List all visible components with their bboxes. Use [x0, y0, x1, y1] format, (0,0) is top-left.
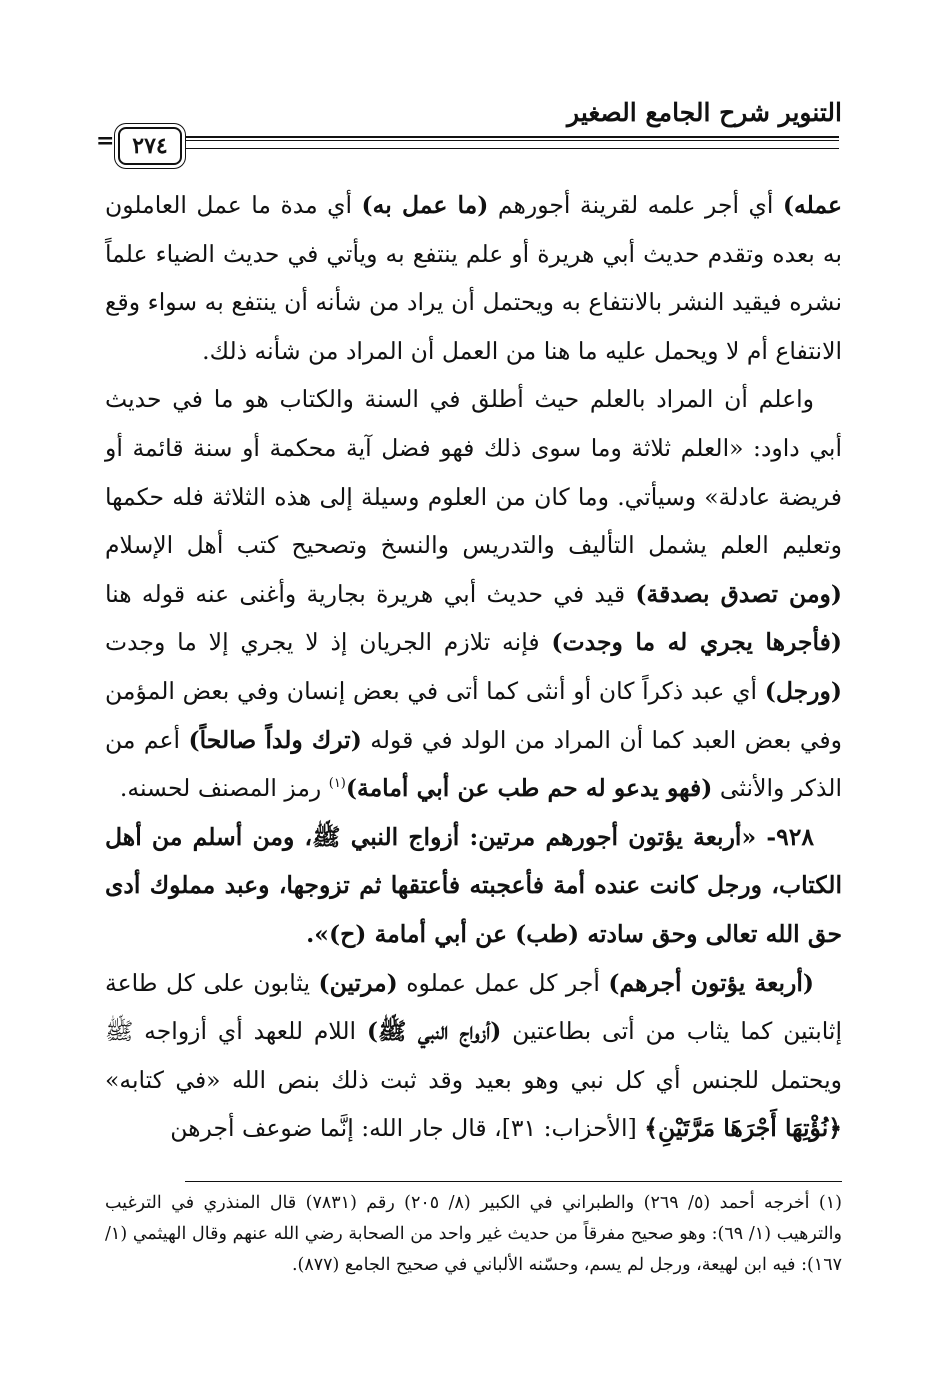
header-rule [128, 136, 839, 138]
text-run: يثابون على كل طاعة إثابتين كما يثاب من أتى بطاعتين [105, 968, 843, 1046]
text-run: رمز المصنف لحسنه. [119, 774, 329, 803]
bold-phrase: (فأجرها يجري له ما وجدت) [551, 628, 842, 657]
hadith-text: ٩٢٨- «أربعة يؤتون أجورهم مرتين: أزواج النبي ﷺ، ومن أسلم من أهل الكتاب، ورجل كانت عنده أمة فأعجبته فأعتقها ثم تزوجها، وعبد مملوك أدى حق الله تعالى وحق سادته (طب) عن أبي أمامة (ح)». [105, 822, 842, 948]
bold-phrase: (ما عمل به) [361, 191, 489, 219]
bold-phrase: (ترك ولداً صالحاً) [188, 725, 362, 754]
paragraph-1 [105, 181, 842, 375]
bold-phrase: (مرتين) [318, 968, 398, 997]
bold-phrase: (فهو يدعو له حم طب عن أبي أمامة) [345, 774, 713, 803]
bold-phrase: (ومن تصدق بصدقة) [635, 579, 842, 608]
footnote-1: (١) أخرجه أحمد (٥/ ٢٦٩) والطبراني في الكبير (٨/ ٢٠٥) رقم (٧٨٣١) قال المنذري في الترغيب والترهيب (١/ ٦٩): وهو صحيح مفرقاً من حديث غير واحد من الصحابة رضي الله عنهم وقال الهيثمي (١/ ١٦٧): فيه ابن لهيعة، ورجل لم يسم، وحسّنه الألباني في صحيح الجامع (٨٧٧). [105, 1193, 842, 1275]
text-run: فإنه تلازم الجريان إذ لا يجري إلا ما وجدت [105, 628, 552, 657]
paragraph-4 [105, 959, 842, 1153]
footnotes [105, 1188, 842, 1281]
text-run: واعلم أن المراد بالعلم حيث أطلق في السنة والكتاب هو ما في حديث أبي داود: «العلم ثلاثة وما سوى ذلك فهو فضل آية محكمة أو سنة قائمة أو فريضة عادلة» وسيأتي. وما كان من العلوم وسيلة إلى هذه الثلاثة فله حكمها وتعليم العلم يشمل التأليف والتدريس والنسخ وتصحيح كتب أهل الإسلام [105, 385, 842, 560]
footnote-marker: (١) [328, 776, 346, 792]
text-run: قيد في حديث أبي هريرة بجارية وأغنى عنه قوله هنا [105, 579, 636, 608]
page-number: ٢٧٤ [118, 127, 182, 165]
text-run: أي أجر علمه لقرينة أجورهم [488, 191, 783, 219]
bold-phrase: (أزواج النبي ﷺ) [366, 1017, 502, 1046]
text-run: اللام للعهد أي أزواجه ﷺ ويحتمل للجنس أي كل نبي وهو بعيد وقد ثبت ذلك بنص الله «في كتابه» [105, 1017, 842, 1094]
bold-phrase: (أربعة يؤتون أجرهم) [608, 968, 814, 997]
bold-phrase: (ورجل) [764, 676, 842, 705]
hadith-928 [105, 813, 842, 959]
text-run: أي عبد ذكراً كان أو أنثى كما أتى في بعض إنسان وفي بعض المؤمن وفي بعض العبد كما أن المراد من الولد في قوله [105, 676, 842, 754]
header-rule-thin [128, 140, 839, 141]
running-title: التنوير شرح الجامع الصغير [567, 98, 842, 127]
main-text [105, 181, 842, 1153]
quran-verse: ﴿نُؤْتِهَا أَجْرَهَا مَرَّتَيْنِ﴾ [644, 1114, 842, 1143]
text-run: أي مدة ما عمل العاملون به بعده وتقدم حديث أبي هريرة أو علم ينتفع به ويأتي في حديث الضياء علماً نشره فيقيد النشر بالانتفاع به ويحتمل أن يراد من شأنه أن ينتفع به سواء وقع الانتفاع أم لا ويحمل عليه ما هنا من العمل أن المراد من شأنه ذلك. [105, 191, 842, 365]
paragraph-2 [105, 375, 842, 812]
bold-phrase: عمله) [782, 191, 842, 219]
text-run: [الأحزاب: ٣١]، قال جار الله: إنَّما ضوعف أجرهن [170, 1114, 645, 1143]
text-run: أعم من الذكر والأنثى [105, 725, 842, 803]
footnote-rule [185, 1181, 842, 1182]
page-number-mark: = [96, 128, 115, 154]
text-run: أجر كل عمل عملوه [397, 968, 609, 997]
header-rule-lower [128, 148, 839, 149]
